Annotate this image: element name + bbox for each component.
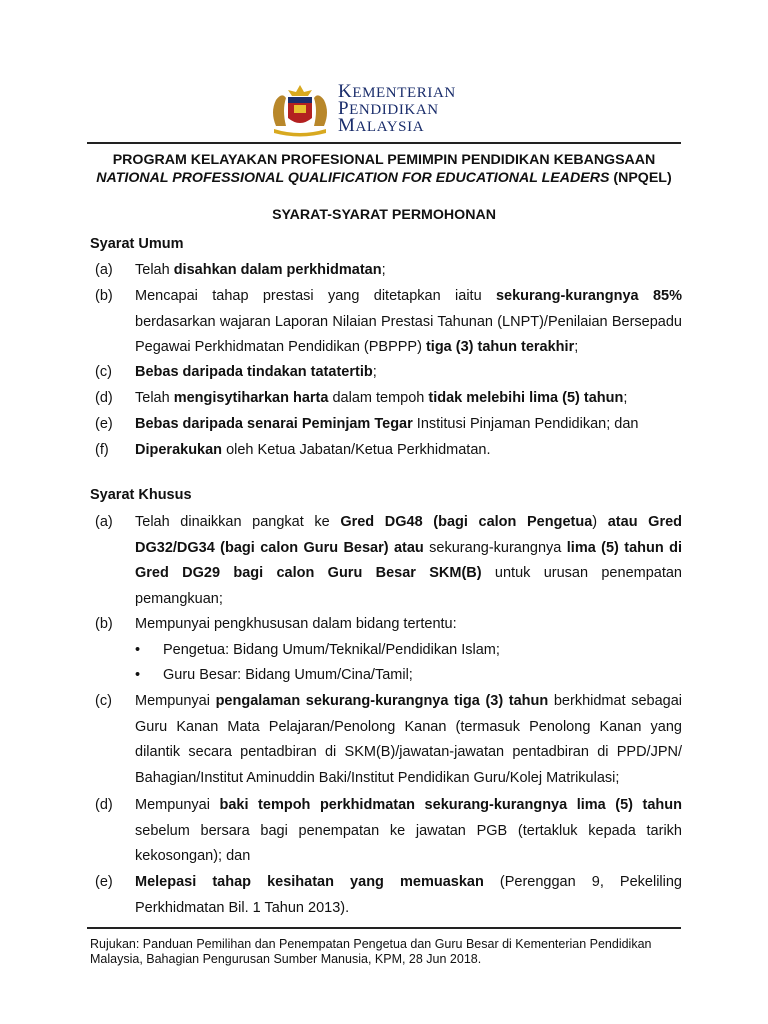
ministry-logo [268,82,464,138]
specific-item-a [90,510,682,612]
title-english [87,170,681,186]
title-abbreviation: (NPQEL) [609,170,672,186]
reference-footnote: Rujukan: Panduan Pemilihan dan Penempatan Pengetua dan Guru Besar di Kementerian Pendidikan Malaysia, Bahagian Pengurusan Sumber Manusia, KPM, 28 Jun 2018. [90,937,652,966]
item-text: Bebas daripada tindakan tatatertib; [135,364,377,380]
title-english-text: NATIONAL PROFESSIONAL QUALIFICATION FOR EDUCATIONAL LEADERS [96,170,610,186]
item-label: (e) [95,874,113,890]
subtitle: SYARAT-SYARAT PERMOHONAN [272,207,496,223]
specific-item-d [90,793,682,870]
specialization-list [90,638,682,689]
item-label: (d) [95,390,113,406]
item-label: (d) [95,797,113,813]
section-heading-general: Syarat Umum [90,236,184,252]
header-rule [87,142,681,144]
item-label: (f) [95,442,109,458]
general-item-a [90,258,682,284]
item-text: Telah dinaikkan pangkat ke Gred DG48 (bagi calon Pengetua) atau Gred DG32/DG34 (bagi calon Guru Besar) atau sekurang-kurangnya lima (5) tahun di Gred DG29 bagi calon Guru Besar SKM(B) untuk urusan penempatan pemangkuan; [135,514,683,607]
logo-line-1: EMENTERIAN [352,85,456,101]
item-label: (c) [95,693,112,709]
specific-item-e [90,870,682,921]
item-text: Mempunyai baki tempoh perkhidmatan sekurang-kurangnya lima (5) tahun sebelum bersara bagi penempatan ke jawatan PGB (tertakluk kepada tarikh kekosongan); dan [135,797,683,864]
item-label: (a) [95,514,113,530]
item-text: Mempunyai pengalaman sekurang-kurangnya tiga (3) tahun berkhidmat sebagai Guru Kanan Mata Pelajaran/Penolong Kanan (termasuk Penolong Kanan yang dilantik secara pentadbiran di SKM(B)/jawatan-jawatan pentadbiran di PPD/JPN/ Bahagian/Institut Aminuddin Baki/Institut Pendidikan Guru/Kolej Matrikulasi; [135,693,683,786]
logo-line-2: ENDIDIKAN [349,102,439,118]
item-text: Melepasi tahap kesihatan yang memuaskan (Perenggan 9, Pekeliling Perkhidmatan Bil. 1 Tahun 2013). [135,874,682,916]
section-heading-specific: Syarat Khusus [90,487,192,503]
item-text: Bebas daripada senarai Peminjam Tegar Institusi Pinjaman Pendidikan; dan [135,416,639,432]
item-label: (c) [95,364,112,380]
ministry-name: KEMENTERIAN PENDIDIKAN MALAYSIA [338,81,456,136]
logo-line-3: ALAYSIA [355,119,425,135]
list-item: • Pengetua: Bidang Umum/Teknikal/Pendidikan Islam; [135,638,682,664]
general-item-e [90,412,682,438]
title-malay: PROGRAM KELAYAKAN PROFESIONAL PEMIMPIN PENDIDIKAN KEBANGSAAN [112,152,656,168]
item-text: Telah mengisytiharkan harta dalam tempoh tidak melebihi lima (5) tahun; [135,390,628,406]
list-item: • Guru Besar: Bidang Umum/Cina/Tamil; [135,663,682,689]
item-text: Diperakukan oleh Ketua Jabatan/Ketua Perkhidmatan. [135,442,491,458]
general-item-d [90,386,682,412]
item-text: Mencapai tahap prestasi yang ditetapkan iaitu sekurang-kurangnya 85% berdasarkan wajaran Laporan Nilaian Prestasi Tahunan (LNPT)/Penilaian Bersepadu Pegawai Perkhidmatan Pendidikan (PBPPP) tiga (3) tahun terakhir; [135,288,682,355]
footer-rule [87,927,681,929]
item-label: (e) [95,416,113,432]
general-item-c [90,360,682,386]
coat-of-arms-icon [268,82,332,138]
specific-item-c [90,689,682,791]
item-text: Telah disahkan dalam perkhidmatan; [135,262,386,278]
general-item-b [90,284,682,361]
item-label: (b) [95,288,113,304]
item-label: (b) [95,616,113,632]
item-text: Mempunyai pengkhususan dalam bidang tertentu: [135,616,457,632]
item-label: (a) [95,262,113,278]
specific-item-b [90,612,682,689]
general-item-f [90,438,682,464]
